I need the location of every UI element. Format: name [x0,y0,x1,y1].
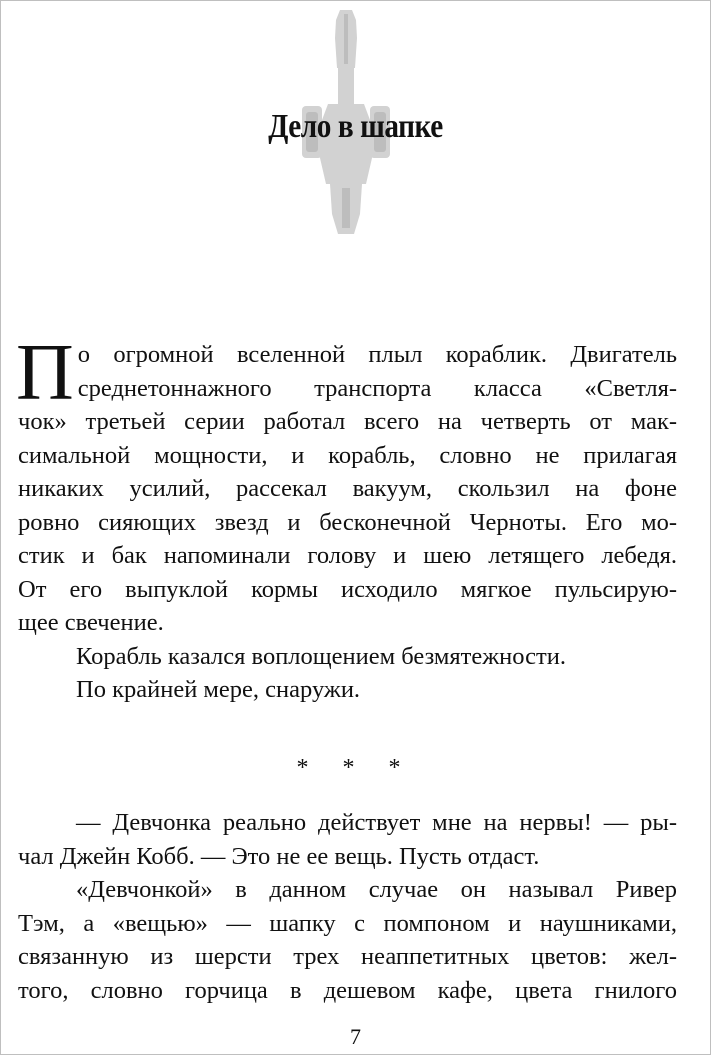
drop-cap: П [16,329,74,417]
text-line: Тэм, а «вещью» — шапку с помпоном и наушниками, [18,909,677,937]
section-separator: * * * [296,755,415,781]
text-line: ровно сияющих звезд и бесконечной Черноты. Его мо- [18,508,677,536]
text-line: чал Джейн Кобб. — Это не ее вещь. Пусть отдаст. [18,842,540,870]
page-number: 7 [350,1024,361,1049]
text-line: никаких усилий, рассекал вакуум, скользил на фоне [18,475,677,502]
body-text-bottom [18,806,677,1007]
text-line: того, словно горчица в дешевом кафе, цвета гнилого [18,976,677,1004]
paragraph: По крайней мере, снаружи. [76,676,361,703]
text-line: стик и бак напоминали голову и шею летящего лебедя. [18,542,677,569]
chapter-title: Дело в шапке [268,108,443,145]
text-line: связанную из шерсти трех неаппетитных цветов: жел- [18,943,677,970]
text-line: щее свечение. [18,609,164,636]
text-line: «Девчонкой» в данном случае он называл Ривер [76,876,677,903]
text-line: среднетоннажного транспорта класса «Светля- [77,374,677,402]
text-line: чок» третьей серии работал всего на четверть от мак- [18,408,677,435]
text-line: симальной мощности, и корабль, словно не прилагая [18,441,677,469]
body-text-top [16,329,677,707]
text-line: — Девчонка реально действует мне на нервы! — ры- [76,809,677,836]
paragraph: Корабль казался воплощением безмятежности. [76,642,566,670]
text-line: о огромной вселенной плыл кораблик. Двигатель [77,341,677,368]
text-line: От его выпуклой кормы исходило мягкое пульсирую- [18,575,677,603]
